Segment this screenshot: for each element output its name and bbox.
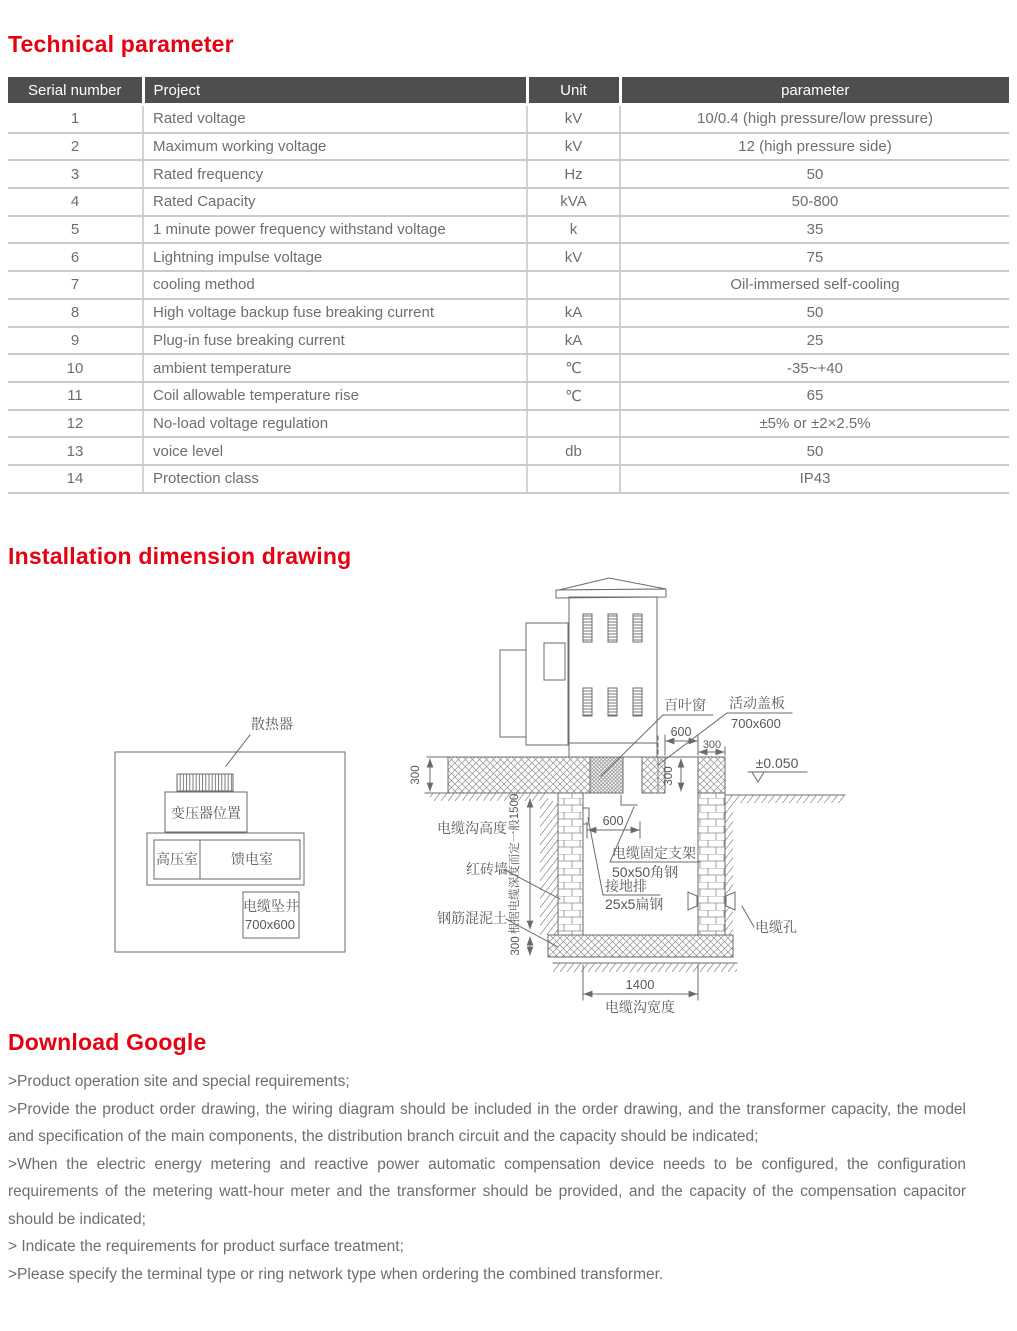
technical-parameter-title: Technical parameter (8, 31, 234, 57)
ground-bar-size-label: 25x5扁钢 (605, 896, 664, 912)
serial-cell: 14 (8, 465, 143, 493)
table-row (8, 133, 1009, 161)
ground-bar-symbol (583, 808, 589, 824)
dim-600-top: 600 (670, 725, 692, 739)
serial-cell: 8 (8, 299, 143, 327)
table-row (8, 299, 1009, 327)
right-brick-wall (698, 793, 725, 935)
slab-right (698, 757, 725, 793)
louver-label: 百叶窗 (664, 697, 706, 713)
technical-parameter-table (8, 77, 1009, 494)
parameter-cell: Oil-immersed self-cooling (620, 271, 1009, 299)
parameter-cell: -35~+40 (620, 354, 1009, 382)
dim-600-inner: 600 (602, 814, 624, 828)
unit-cell: db (527, 437, 620, 465)
concrete-base (548, 935, 733, 957)
trench-width-label: 电缆沟宽度 (605, 999, 675, 1015)
cabinet-side-box (500, 650, 526, 737)
serial-cell: 12 (8, 410, 143, 438)
table-row (8, 105, 1009, 133)
unit-cell: k (527, 216, 620, 244)
parameter-cell: 50 (620, 299, 1009, 327)
project-cell: cooling method (143, 271, 527, 299)
transformer-position-label: 变压器位置 (171, 805, 241, 821)
trench-height-label: 电缆沟高度 (437, 820, 507, 836)
serial-cell: 11 (8, 382, 143, 410)
table-body (8, 105, 1009, 493)
unit-cell: kV (527, 243, 620, 271)
section-drawing (425, 578, 845, 1000)
dim-300-top: 300 (702, 739, 722, 751)
note-paragraph: >Provide the product order drawing, the wiring diagram should be included in the order drawing, and the transformer capacity, the model and specification of the main components, the distribution branch circuit and the capacity should be indicated; (8, 1100, 966, 1145)
download-title: Download Google (8, 1029, 207, 1055)
parameter-cell: 50 (620, 437, 1009, 465)
project-cell: High voltage backup fuse breaking current (143, 299, 527, 327)
cover-label: 活动盖板 (729, 695, 785, 711)
note-paragraph: >Please specify the terminal type or ring network type when ordering the combined transformer. (8, 1265, 664, 1283)
radiator-leader (226, 735, 250, 766)
table-row (8, 382, 1009, 410)
serial-cell: 1 (8, 105, 143, 133)
project-cell: Plug-in fuse breaking current (143, 327, 527, 355)
unit-cell: kA (527, 299, 620, 327)
cable-hole-label: 电缆孔 (755, 919, 797, 935)
header-parameter: parameter (620, 77, 1009, 105)
datum-triangle (752, 772, 764, 782)
table-row (8, 271, 1009, 299)
table-row (8, 160, 1009, 188)
parameter-cell: 75 (620, 243, 1009, 271)
cover-size-label: 700x600 (731, 716, 781, 731)
parameter-cell: ±5% or ±2×2.5% (620, 410, 1009, 438)
parameter-cell: 12 (high pressure side) (620, 133, 1009, 161)
plan-labels (156, 716, 299, 932)
ground-bar-label: 接地排 (605, 878, 647, 894)
project-cell: No-load voltage regulation (143, 410, 527, 438)
table-row (8, 243, 1009, 271)
bracket-size-label: 50x50角钢 (612, 864, 679, 880)
project-cell: Rated frequency (143, 160, 527, 188)
serial-cell: 9 (8, 327, 143, 355)
installation-dimension-drawing (0, 570, 1017, 1022)
project-cell: Coil allowable temperature rise (143, 382, 527, 410)
table-row (8, 216, 1009, 244)
feeder-room-label: 馈电室 (231, 851, 273, 867)
dim-300-right: 300 (663, 766, 675, 786)
note-paragraph: >When the electric energy metering and reactive power automatic compensation device needs to be configured, the configuration requirements of the metering watt-hour meter and the transformer should be provided, and the capacity of the compensation capacitor should be indicated; (8, 1155, 966, 1228)
serial-cell: 7 (8, 271, 143, 299)
table-row (8, 188, 1009, 216)
parameter-cell: 35 (620, 216, 1009, 244)
unit-cell: ℃ (527, 382, 620, 410)
header-unit: Unit (527, 77, 620, 105)
parameter-cell: 10/0.4 (high pressure/low pressure) (620, 105, 1009, 133)
dim-1400: 1400 (625, 977, 655, 992)
cable-hole-inner (688, 892, 697, 910)
unit-cell (527, 271, 620, 299)
unit-cell: Hz (527, 160, 620, 188)
hv-room-label: 高压室 (156, 851, 198, 867)
unit-cell (527, 465, 620, 493)
parameter-cell: 50-800 (620, 188, 1009, 216)
installation-drawing-title: Installation dimension drawing (8, 543, 352, 569)
slab-left (448, 757, 590, 793)
project-cell: Maximum working voltage (143, 133, 527, 161)
unit-cell: kA (527, 327, 620, 355)
cable-bracket-symbol (621, 795, 637, 805)
header-project: Project (143, 77, 527, 105)
header-serial-number: Serial number (8, 77, 143, 105)
plan-drawing (115, 735, 345, 952)
cabinet-inner-box (544, 643, 565, 680)
unit-cell: kVA (527, 188, 620, 216)
parameter-cell: 25 (620, 327, 1009, 355)
radiator-comb (177, 774, 233, 791)
bracket-label: 电缆固定支架 (612, 845, 696, 861)
table-header (8, 77, 1009, 105)
serial-cell: 4 (8, 188, 143, 216)
cable-well-label: 电缆坠井 (243, 898, 299, 914)
project-cell: voice level (143, 437, 527, 465)
note-paragraph: >Product operation site and special requirements; (8, 1073, 350, 1090)
serial-cell: 13 (8, 437, 143, 465)
ordering-notes (8, 1068, 966, 1288)
note-paragraph: > Indicate the requirements for product surface treatment; (8, 1238, 404, 1255)
project-cell: 1 minute power frequency withstand voltage (143, 216, 527, 244)
concrete-label: 钢筋混泥土 (437, 910, 507, 926)
project-cell: Rated Capacity (143, 188, 527, 216)
serial-cell: 5 (8, 216, 143, 244)
project-cell: Protection class (143, 465, 527, 493)
brick-wall-label: 红砖墙 (466, 861, 508, 877)
cabinet-radiator (526, 623, 568, 745)
unit-cell: kV (527, 105, 620, 133)
dim-300-bottom: 300 (510, 936, 522, 956)
unit-cell: ℃ (527, 354, 620, 382)
unit-cell: kV (527, 133, 620, 161)
parameter-cell: IP43 (620, 465, 1009, 493)
serial-cell: 2 (8, 133, 143, 161)
parameter-cell: 50 (620, 160, 1009, 188)
left-brick-wall (558, 793, 583, 935)
louver-window-block (590, 757, 623, 793)
project-cell: Lightning impulse voltage (143, 243, 527, 271)
table-row (8, 410, 1009, 438)
table-row (8, 437, 1009, 465)
radiator-label: 散热器 (251, 716, 293, 732)
parameter-cell: 65 (620, 382, 1009, 410)
project-cell: Rated voltage (143, 105, 527, 133)
cabinet-roof-peak (559, 578, 666, 590)
serial-cell: 10 (8, 354, 143, 382)
serial-cell: 6 (8, 243, 143, 271)
unit-cell (527, 410, 620, 438)
louver-vents (583, 614, 642, 716)
table-row (8, 327, 1009, 355)
dim-300-left: 300 (410, 765, 422, 785)
serial-cell: 3 (8, 160, 143, 188)
depth-note-label: 根据电缆深度而定一般1500 (509, 793, 521, 935)
table-row (8, 354, 1009, 382)
table-row (8, 465, 1009, 493)
datum-label: ±0.050 (755, 755, 799, 771)
project-cell: ambient temperature (143, 354, 527, 382)
cable-well-size-label: 700x600 (245, 917, 295, 932)
